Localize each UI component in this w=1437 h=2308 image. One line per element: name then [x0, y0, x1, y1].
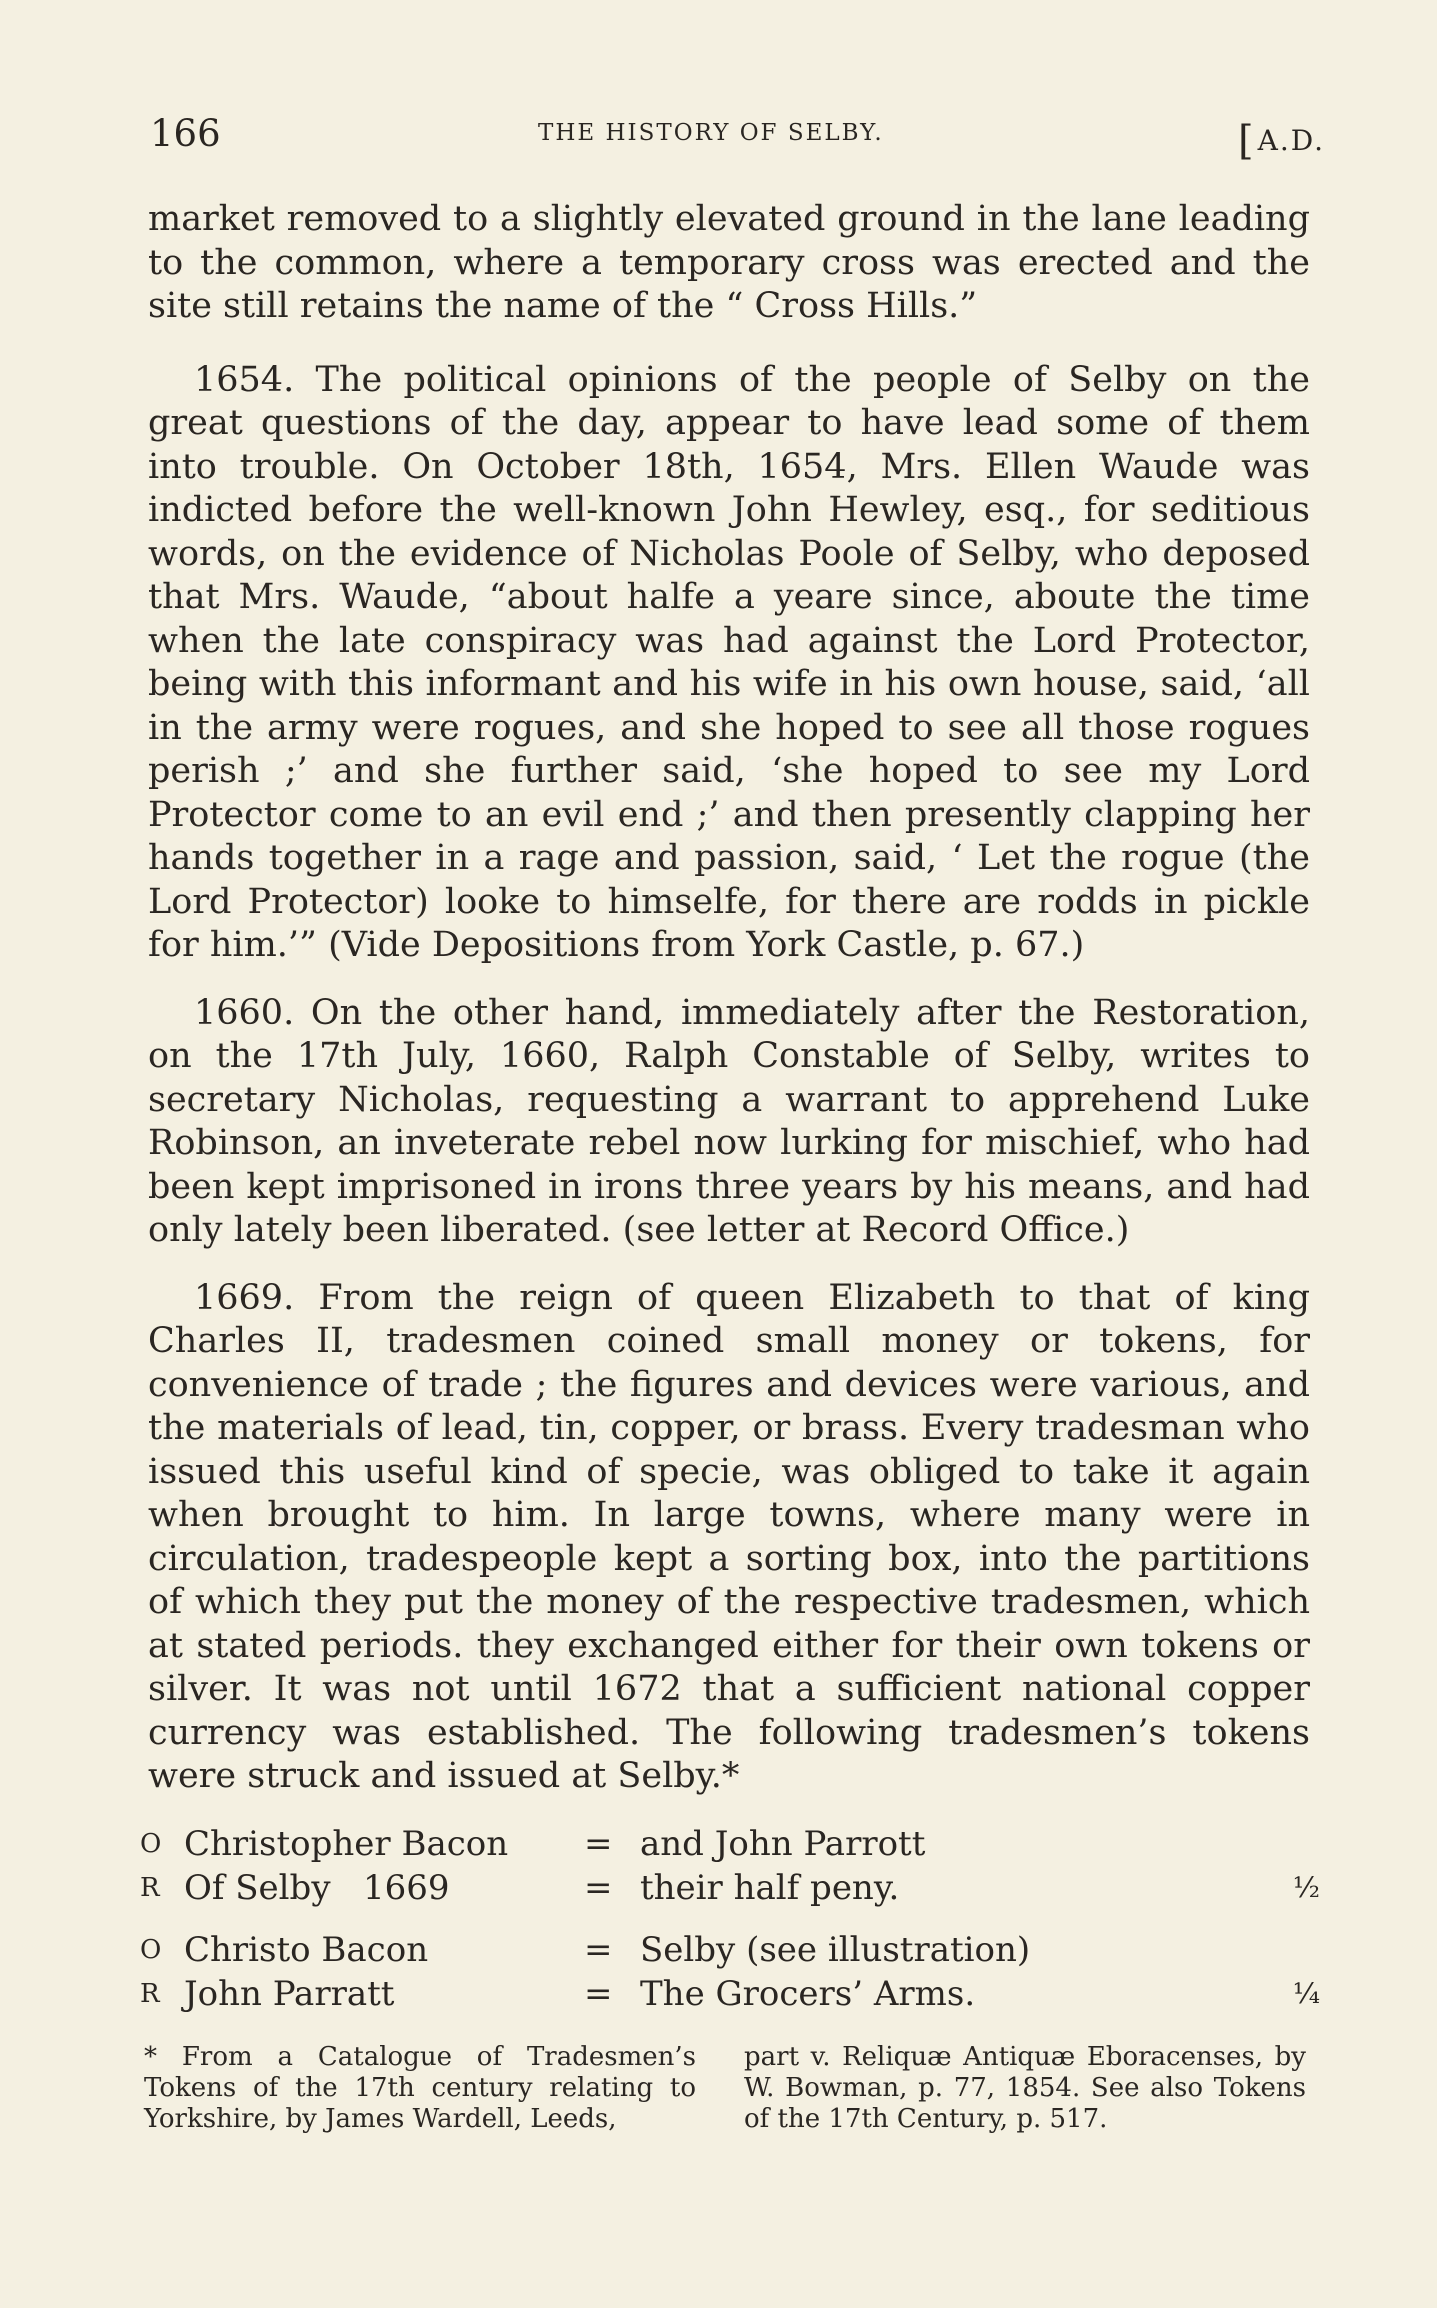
paragraph-1654: 1654. The political opinions of the people of Selby on the great questions of the day, appear to have lead some of them into trouble. On October 18th, 1654, Mrs. Ellen Waude was indicted before the well-known John Hewley, esq., for seditious words, on the evidence of Nicholas Poole of Selby, who deposed that Mrs. Waude, “about halfe a yeare since, aboute the time when the late conspiracy was had against the Lord Protector, being with this informant and his wife in his own house, said, ‘all in the army were rogues, and she hoped to see all those rogues perish ;’ and she further said, ‘she hoped to see my Lord Protector come to an evil end ;’ and then presently clapping her hands together in a rage and passion, said, ‘ Let the rogue (the Lord Protector) looke to himselfe, for there are rodds in pickle for him.’” (Vide Depositions from York Castle, p. 67.) [148, 359, 1310, 965]
token-row [140, 1822, 1320, 1866]
paragraph-market: market removed to a slightly elevated ground in the lane leading to the common, where a temporary cross was erected and the site still retains the name of the “ Cross Hills.” [148, 199, 1310, 326]
token-side: O [140, 1829, 162, 1859]
page-header [150, 108, 1326, 158]
token-equals: = [584, 1824, 613, 1864]
token-reverse: Selby (see illustration) [640, 1930, 1031, 1970]
token-list [140, 1822, 1320, 2016]
token-side: O [140, 1935, 162, 1965]
token-value: ¼ [1292, 1977, 1320, 2010]
page-number: 166 [150, 112, 221, 155]
token-equals: = [584, 1868, 613, 1908]
token-row [140, 1972, 1320, 2016]
token-obverse: Christopher Bacon [184, 1824, 509, 1864]
token-obverse: Of Selby 1669 [184, 1868, 450, 1908]
token-equals: = [584, 1974, 613, 2014]
token-obverse: John Parratt [184, 1974, 395, 2014]
token-equals: = [584, 1930, 613, 1970]
token-reverse: and John Parrott [640, 1824, 926, 1864]
running-title: THE HISTORY OF SELBY. [538, 120, 884, 146]
paragraph-1660: 1660. On the other hand, immediately after the Restoration, on the 17th July, 1660, Ralph Constable of Selby, writes to secretary Nicholas, requesting a warrant to apprehend Luke Robinson, an inveterate rebel now lurking for mischief, who had been kept imprisoned in irons three years by his means, and had only lately been liberated. (see letter at Record Office.) [148, 992, 1310, 1250]
token-side: R [140, 1873, 160, 1903]
paragraph-1669: 1669. From the reign of queen Elizabeth to that of king Charles II, tradesmen coined small money or tokens, for convenience of trade ; the figures and devices were various, and the materials of lead, tin, copper, or brass. Every tradesman who issued this useful kind of specie, was obliged to take it again when brought to him. In large towns, where many were in circulation, tradespeople kept a sorting box, into the partitions of which they put the money of the respective tradesmen, which at stated periods. they exchanged either for their own tokens or silver. It was not until 1672 that a sufficient national copper currency was established. The following tradesmen’s tokens were struck and issued at Selby.* [148, 1277, 1310, 1796]
main-text [148, 198, 1310, 1799]
token-obverse: Christo Bacon [184, 1930, 429, 1970]
footnote-left: * From a Catalogue of Tradesmen’s Tokens of the 17th century relating to Yorkshire, by James Wardell, Leeds, [144, 2042, 696, 2134]
footnote-right: part v. Reliquæ Antiquæ Eboracenses, by W. Bowman, p. 77, 1854. See also Tokens of the 17th Century, p. 517. [744, 2042, 1306, 2134]
token-row [140, 1866, 1320, 1910]
token-side: R [140, 1979, 160, 2009]
token-row [140, 1928, 1320, 1972]
token-value: ½ [1292, 1871, 1320, 1904]
token-reverse: their half peny. [640, 1868, 900, 1908]
token-reverse: The Grocers’ Arms. [640, 1974, 976, 2014]
era-marker: [ A.D. [1238, 114, 1325, 160]
